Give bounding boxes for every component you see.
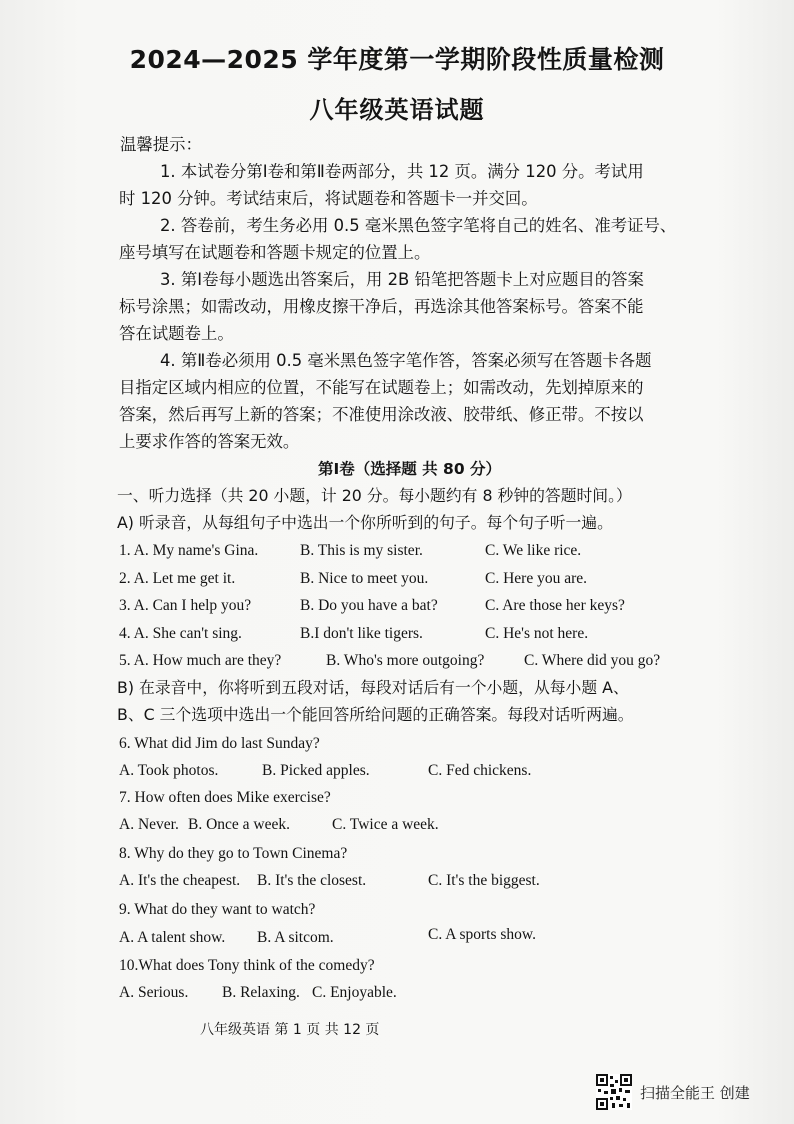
q2-option-a: 2. A. Let me get it. <box>119 570 236 587</box>
main-title: 2024—2025 学年度第一学期阶段性质量检测 <box>129 45 665 74</box>
notice-line: 答案，然后再写上新的答案；不准使用涂改液、胶带纸、修正带。不按以 <box>119 405 644 424</box>
q5-option-c: C. Where did you go? <box>524 652 661 669</box>
notice-line: 上要求作答的答案无效。 <box>119 432 300 451</box>
q7-option-b: B. Once a week. <box>188 816 290 833</box>
q2-option-c: C. Here you are. <box>485 570 587 587</box>
part-one-heading: 一、听力选择（共 20 小题，计 20 分。每小题约有 8 秒钟的答题时间。） <box>117 486 632 505</box>
qr-code-icon <box>596 1074 632 1110</box>
q6-question: 6. What did Jim do last Sunday? <box>119 735 320 752</box>
notice-line: 4. 第Ⅱ卷必须用 0.5 毫米黑色签字笔作答，答案必须写在答题卡各题 <box>160 351 652 370</box>
q9-option-c: C. A sports show. <box>428 926 536 943</box>
q4-option-a: 4. A. She can't sing. <box>119 625 242 642</box>
q6-option-b: B. Picked apples. <box>262 762 370 779</box>
notice-line: 标号涂黑；如需改动，用橡皮擦干净后，再选涂其他答案标号。答案不能 <box>119 297 644 316</box>
q8-option-a: A. It's the cheapest. <box>119 872 241 889</box>
q1-option-b: B. This is my sister. <box>300 542 423 559</box>
section-title: 第Ⅰ卷（选择题 共 80 分） <box>318 460 502 478</box>
sub-title: 八年级英语试题 <box>309 96 485 124</box>
q7-question: 7. How often does Mike exercise? <box>119 789 331 806</box>
q10-question: 10.What does Tony think of the comedy? <box>119 957 375 974</box>
q8-option-b: B. It's the closest. <box>257 872 367 889</box>
notice-line: 1. 本试卷分第Ⅰ卷和第Ⅱ卷两部分，共 12 页。满分 120 分。考试用 <box>160 162 644 181</box>
page-footer: 八年级英语 第 1 页 共 12 页 <box>200 1022 380 1038</box>
q5-option-b: B. Who's more outgoing? <box>326 652 485 669</box>
scanner-label: 扫描全能王 创建 <box>640 1084 750 1102</box>
part-b-instruction: B、C 三个选项中选出一个能回答所给问题的正确答案。每段对话听两遍。 <box>117 705 634 724</box>
q9-question: 9. What do they want to watch? <box>119 901 316 918</box>
q6-option-a: A. Took photos. <box>119 762 219 779</box>
notice-line: 目指定区域内相应的位置，不能写在试题卷上；如需改动，先划掉原来的 <box>119 378 644 397</box>
q7-option-c: C. Twice a week. <box>332 816 439 833</box>
notice-line: 时 120 分钟。考试结束后，将试题卷和答题卡一并交回。 <box>119 189 538 208</box>
q2-option-b: B. Nice to meet you. <box>300 570 429 587</box>
notice-line: 3. 第Ⅰ卷每小题选出答案后，用 2B 铅笔把答题卡上对应题目的答案 <box>160 270 644 289</box>
part-a-instruction: A) 听录音，从每组句子中选出一个你所听到的句子。每个句子听一遍。 <box>117 513 613 532</box>
notice-line: 答在试题卷上。 <box>119 324 234 343</box>
notice-label: 温馨提示： <box>120 135 202 154</box>
notice-line: 座号填写在试题卷和答题卡规定的位置上。 <box>119 243 431 262</box>
q10-option-c: C. Enjoyable. <box>312 984 397 1001</box>
q5-option-a: 5. A. How much are they? <box>119 652 282 669</box>
q10-option-b: B. Relaxing. <box>222 984 300 1001</box>
q9-option-b: B. A sitcom. <box>257 929 334 946</box>
q4-option-b: B.I don't like tigers. <box>300 625 423 642</box>
q1-option-a: 1. A. My name's Gina. <box>119 542 259 559</box>
q10-option-a: A. Serious. <box>119 984 189 1001</box>
notice-line: 2. 答卷前，考生务必用 0.5 毫米黑色签字笔将自己的姓名、准考证号、 <box>160 216 677 235</box>
part-b-instruction: B) 在录音中，你将听到五段对话，每段对话后有一个小题，从每小题 A、 <box>117 678 629 697</box>
q7-option-a: A. Never. <box>119 816 179 833</box>
q6-option-c: C. Fed chickens. <box>428 762 532 779</box>
q1-option-c: C. We like rice. <box>485 542 582 559</box>
q8-option-c: C. It's the biggest. <box>428 872 540 889</box>
q3-option-a: 3. A. Can I help you? <box>119 597 252 614</box>
q8-question: 8. Why do they go to Town Cinema? <box>119 845 348 862</box>
q3-option-b: B. Do you have a bat? <box>300 597 438 614</box>
q9-option-a: A. A talent show. <box>119 929 226 946</box>
q4-option-c: C. He's not here. <box>485 625 589 642</box>
q3-option-c: C. Are those her keys? <box>485 597 625 614</box>
